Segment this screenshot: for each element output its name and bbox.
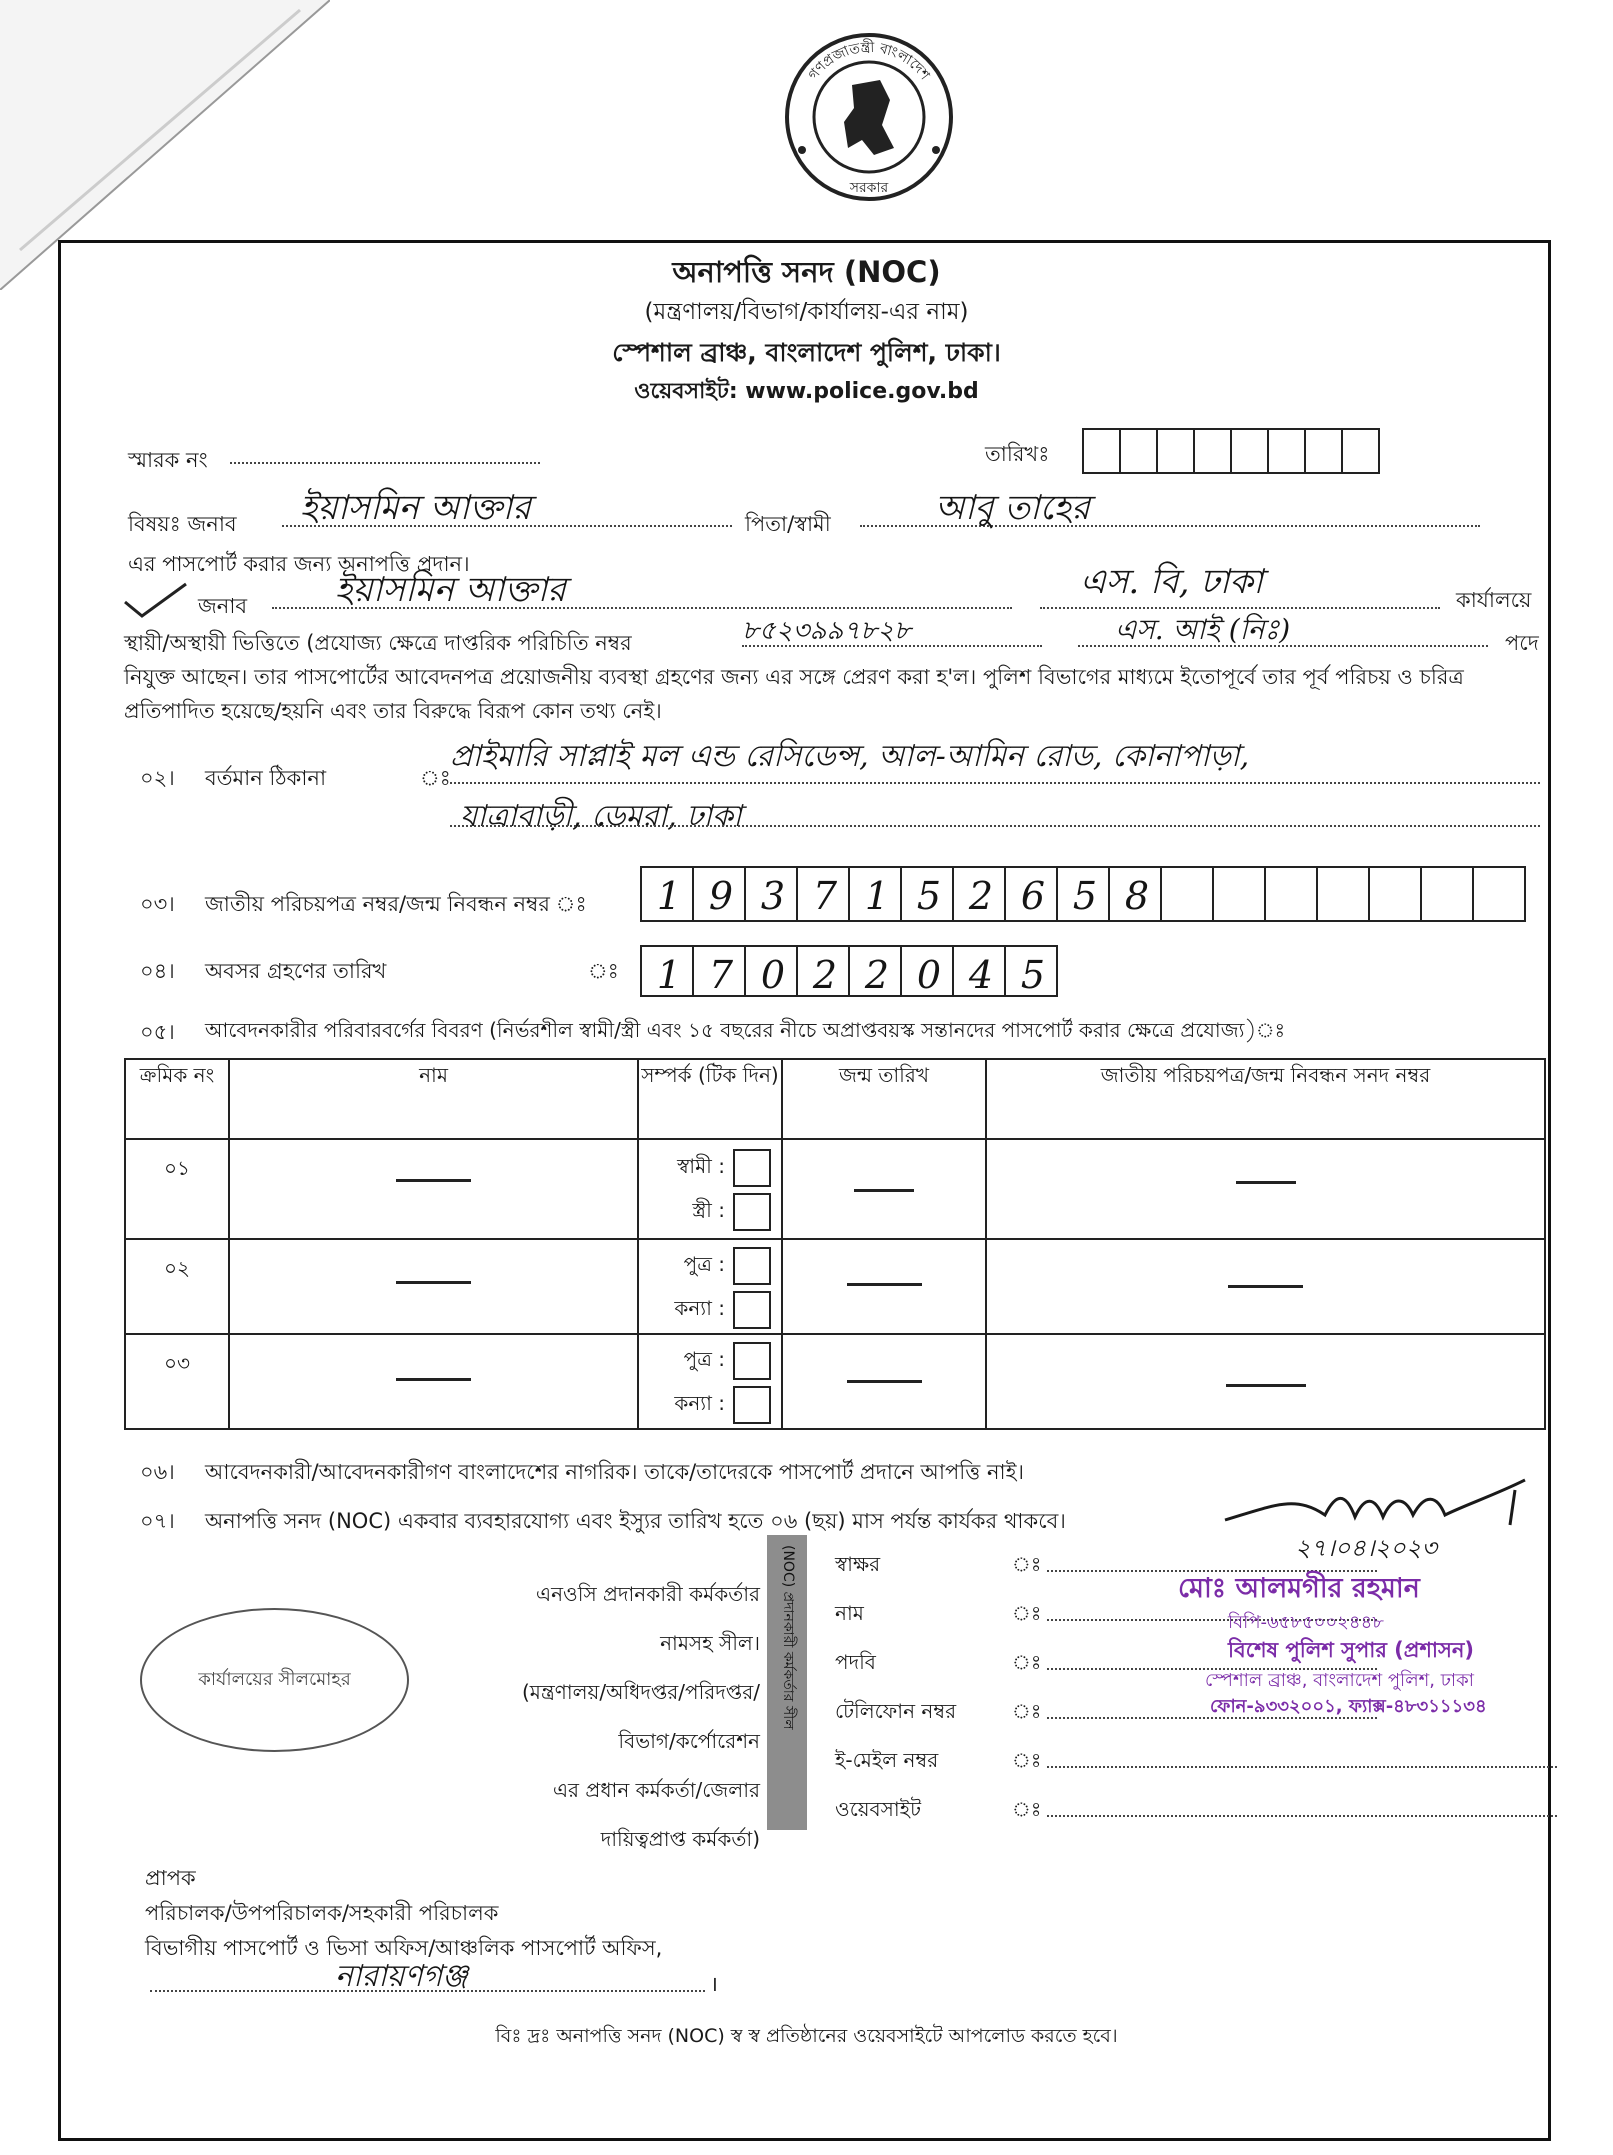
field-phone-label: টেলিফোন নম্বর [835,1699,957,1723]
digit-box[interactable] [1108,866,1162,922]
body-paragraph: নিযুক্ত আছেন। তার পাসপোর্টের আবেদনপত্র প্রয়োজনীয় ব্যবস্থা গ্রহণের জন্য এর সঙ্গে প্রেরণ করা হ'ল। পুলিশ বিভাগের মাধ্যমে ইতোপূর্বে তার পূর্ব পরিচয় ও চরিত্র প্রতিপাদিত হয়েছে/হয়নি এবং তার বিরুদ্ধে বিরূপ কোন তথ্য নেই। [124,665,1464,723]
digit-box[interactable] [900,866,954,922]
office-seal-oval [140,1608,409,1752]
vertical-strip [767,1535,807,1830]
recipient-place-end: । [710,1972,718,1996]
row-nid-cell [986,1334,1545,1429]
retire-colon: ঃ [588,959,619,983]
strip-text: (NOC) প্রদানকারী কর্মকর্তার সীল [780,1545,796,1730]
clause6-text: আবেদনকারী/আবেদনকারীগণ বাংলাদেশের নাগরিক। তাকে/তাদেরকে পাসপোর্ট প্রদানে আপত্তি নাই। [205,1460,1025,1484]
table-row [125,1239,1545,1334]
digit-box[interactable] [796,866,850,922]
digit-value: 1 [656,953,682,997]
digit-value: 1 [864,874,890,918]
address-label: বর্তমান ঠিকানা [205,766,327,790]
rel-husband-label: স্বামী : [677,1153,725,1178]
rel-daughter-label: কন্যা : [674,1390,725,1415]
rel-wife-checkbox[interactable] [733,1193,771,1231]
doc-title: অনাপত্তি সনদ (NOC) [672,255,941,289]
digit-box[interactable] [1160,866,1214,922]
stamp-title: বিশেষ পুলিশ সুপার (প্রশাসন) [1228,1638,1474,1662]
rel-son-checkbox[interactable] [733,1247,771,1285]
seal-bottom-text: সরকার [849,180,889,196]
row-name-cell [229,1239,638,1334]
digit-box[interactable] [1004,866,1058,922]
digit-value: 0 [760,953,786,997]
father-name: আবু তাহের [935,488,1090,528]
col-serial: ক্রমিক নং [125,1059,229,1139]
field-email-value[interactable] [1047,1736,1557,1768]
issuer-line: দায়িত্বপ্রাপ্ত কর্মকর্তা) [600,1827,760,1851]
body-post: এস. আই (নিঃ) [1115,613,1291,646]
digit-value: 1 [656,874,682,918]
field-name-label: নাম [835,1601,864,1625]
row-serial: ০১ [125,1139,229,1239]
subject-name: ইয়াসমিন আক্তার [300,488,531,528]
digit-value: 0 [916,953,942,997]
memo-field[interactable] [230,462,540,464]
rel-daughter-checkbox[interactable] [733,1386,771,1424]
address-line1: প্রাইমারি সাপ্লাই মল এন্ড রেসিডেন্স, আল-আমিন রোড, কোনাপাড়া, [450,739,1250,774]
digit-box[interactable] [744,866,798,922]
sign-field-values: ঃ ঃ ঃ ঃ ঃ ঃ [1012,1540,1557,1834]
digit-value: 4 [968,953,994,997]
digit-value: 8 [1124,874,1150,918]
stamp-name: মোঃ আলমগীর রহমান [1178,1573,1420,1604]
issuer-line: নামসহ সীল। [660,1631,760,1655]
subject-line2: এর পাসপোর্ট করার জন্য অনাপত্তি প্রদান। [128,552,470,576]
stamp-office: স্পেশাল ব্রাঞ্চ, বাংলাদেশ পুলিশ, ঢাকা [1205,1670,1474,1691]
nid-num: ০৩। [140,892,175,916]
address-line2-rule [450,825,1540,827]
digit-box[interactable] [1264,866,1318,922]
seal-top-text: গণপ্রজাতন্ত্রী বাংলাদেশ [805,39,933,84]
stamp-bp: বিপি-৬৫৮৫০০২৪৪৮ [1228,1612,1384,1633]
digit-box[interactable] [1056,866,1110,922]
digit-value: 7 [708,953,734,997]
family-table [124,1058,1546,1430]
digit-box[interactable] [1420,866,1474,922]
address-colon: ঃ [420,766,451,790]
digit-box[interactable] [640,866,694,922]
digit-box[interactable] [848,945,902,997]
checkmark-icon [120,580,190,620]
sign-fields [835,1540,956,1834]
field-email-label: ই-মেইল নম্বর [835,1748,939,1772]
post-label: পদে [1505,631,1539,655]
row-serial: ০২ [125,1239,229,1334]
clause7-text: অনাপত্তি সনদ (NOC) একবার ব্যবহারযোগ্য এবং ইস্যুর তারিখ হতে ০৬ (ছয়) মাস পর্যন্ত কার্যকর থাকবে। [205,1509,1066,1533]
nid-label: জাতীয় পরিচয়পত্র নম্বর/জন্ম নিবন্ধন নম্বর ঃ [205,892,587,916]
body-janab-label: জনাব [198,594,248,618]
recipient-line1: পরিচালক/উপপরিচালক/সহকারী পরিচালক [145,1901,499,1925]
family-num: ০৫। [140,1020,175,1044]
rel-daughter-checkbox[interactable] [733,1291,771,1329]
stamp-phone: ফোন-৯৩৩২০০১, ফ্যাক্স-৪৮৩১১১৩৪ [1210,1696,1487,1717]
address-line2: যাত্রাবাড়ী, ডেমরা, ঢাকা [460,799,742,834]
digit-value: 5 [1072,874,1098,918]
rel-wife-label: স্ত্রী : [692,1197,725,1222]
digit-value: 6 [1020,874,1046,918]
digit-box[interactable] [1316,866,1370,922]
clause6-num: ০৬। [140,1460,175,1484]
digit-box[interactable] [1004,945,1058,997]
recipient-label: প্রাপক [145,1866,196,1890]
row-relation-cell [638,1334,782,1429]
issuer-line: বিভাগ/কর্পোরেশন [618,1729,760,1753]
row-dob-cell [782,1239,986,1334]
address-line1-rule [450,782,1540,784]
doc-website: ওয়েবসাইট: www.police.gov.bd [634,379,979,404]
recipient-line2: বিভাগীয় পাসপোর্ট ও ভিসা অফিস/আঞ্চলিক পাসপোর্ট অফিস, [145,1936,663,1960]
digit-box[interactable] [1212,866,1266,922]
digit-box[interactable] [1368,866,1422,922]
col-relation: সম্পর্ক (টিক দিন) [638,1059,782,1139]
row-name-cell [229,1139,638,1239]
col-dob: জন্ম তারিখ [782,1059,986,1139]
rel-son-label: পুত্র : [683,1346,725,1371]
retire-label: অবসর গ্রহণের তারিখ [205,959,387,983]
field-website-label: ওয়েবসাইট [835,1797,921,1821]
digit-value: 5 [1020,953,1046,997]
office-label: কার্যালয়ে [1456,588,1532,612]
doc-subtitle: (মন্ত্রণালয়/বিভাগ/কার্যালয়-এর নাম) [644,299,969,325]
sign-date: ২৭।০৪।২০২৩ [1295,1534,1437,1562]
rel-son-checkbox[interactable] [733,1342,771,1380]
rel-daughter-label: কন্যা : [674,1295,725,1320]
digit-value: 7 [812,874,838,918]
row-dob-cell [782,1139,986,1239]
date-boxes[interactable] [1082,428,1380,474]
row-name-cell [229,1334,638,1429]
row-nid-cell [986,1139,1545,1239]
row-relation-cell [638,1239,782,1334]
family-label: আবেদনকারীর পরিবারবর্গের বিবরণ (নির্ভরশীল স্বামী/স্ত্রী এবং ১৫ বছরের নীচে অপ্রাপ্তবয়স্ক সন্তানদের পাসপোর্ট করার ক্ষেত্রে প্রযোজ্য)ঃ [205,1018,1286,1042]
field-signature-label: স্বাক্ষর [835,1552,881,1576]
address-num: ০২। [140,766,175,790]
digit-box[interactable] [952,945,1006,997]
field-website-value[interactable] [1047,1785,1557,1817]
digit-box[interactable] [796,945,850,997]
issuer-line: (মন্ত্রণালয়/অধিদপ্তর/পরিদপ্তর/ [521,1680,760,1704]
digit-box[interactable] [900,945,954,997]
office-seal-label: কার্যালয়ের সীলমোহর [198,1668,351,1690]
body-id-number: ৮৫২৩৯৯৭৮২৮ [742,616,911,646]
digit-value: 5 [916,874,942,918]
row-relation-cell [638,1139,782,1239]
issuer-line: এনওসি প্রদানকারী কর্মকর্তার [535,1582,760,1606]
row-dob-cell [782,1334,986,1429]
field-designation-label: পদবি [835,1650,876,1674]
row-serial: ০৩ [125,1334,229,1429]
digit-box[interactable] [848,866,902,922]
table-row [125,1139,1545,1239]
body-name: ইয়াসমিন আক্তার [335,570,566,610]
issuer-block [400,1570,760,1864]
subject-label: বিষয়ঃ জনাব [128,512,237,536]
digit-box[interactable] [1472,866,1526,922]
digit-box[interactable] [692,945,746,997]
digit-value: 2 [812,953,838,997]
digit-value: 3 [760,874,786,918]
table-row [125,1334,1545,1429]
body-office: এস. বি, ঢাকা [1080,562,1263,602]
footnote: বিঃ দ্রঃ অনাপত্তি সনদ (NOC) স্ব স্ব প্রতিষ্ঠানের ওয়েবসাইটে আপলোড করতে হবে। [495,2025,1118,2047]
issuer-line: এর প্রধান কর্মকর্তা/জেলার [552,1778,760,1802]
digit-value: 2 [968,874,994,918]
digit-box[interactable] [692,866,746,922]
digit-box[interactable] [952,866,1006,922]
col-name: নাম [229,1059,638,1139]
digit-value: 2 [864,953,890,997]
body-id-line [742,645,1042,647]
retire-num: ০৪। [140,959,175,983]
date-label: তারিখঃ [985,442,1050,466]
digit-box[interactable] [640,945,694,997]
digit-box[interactable] [744,945,798,997]
col-nid: জাতীয় পরিচয়পত্র/জন্ম নিবন্ধন সনদ নম্বর [986,1059,1545,1139]
father-label: পিতা/স্বামী [745,512,831,536]
memo-label: স্মারক নং [128,448,208,472]
doc-office: স্পেশাল ব্রাঞ্চ, বাংলাদেশ পুলিশ, ঢাকা। [612,338,1001,367]
rel-husband-checkbox[interactable] [733,1149,771,1187]
body-line2: স্থায়ী/অস্থায়ী ভিত্তিতে (প্রযোজ্য ক্ষেত্রে দাপ্তরিক পরিচিতি নম্বর [124,631,632,655]
government-seal-icon [782,30,957,205]
digit-value: 9 [708,874,734,918]
rel-son-label: পুত্র : [683,1251,725,1276]
row-nid-cell [986,1239,1545,1334]
recipient-place: নারায়ণগঞ্জ [335,1959,468,1994]
clause7-num: ০৭। [140,1509,175,1533]
